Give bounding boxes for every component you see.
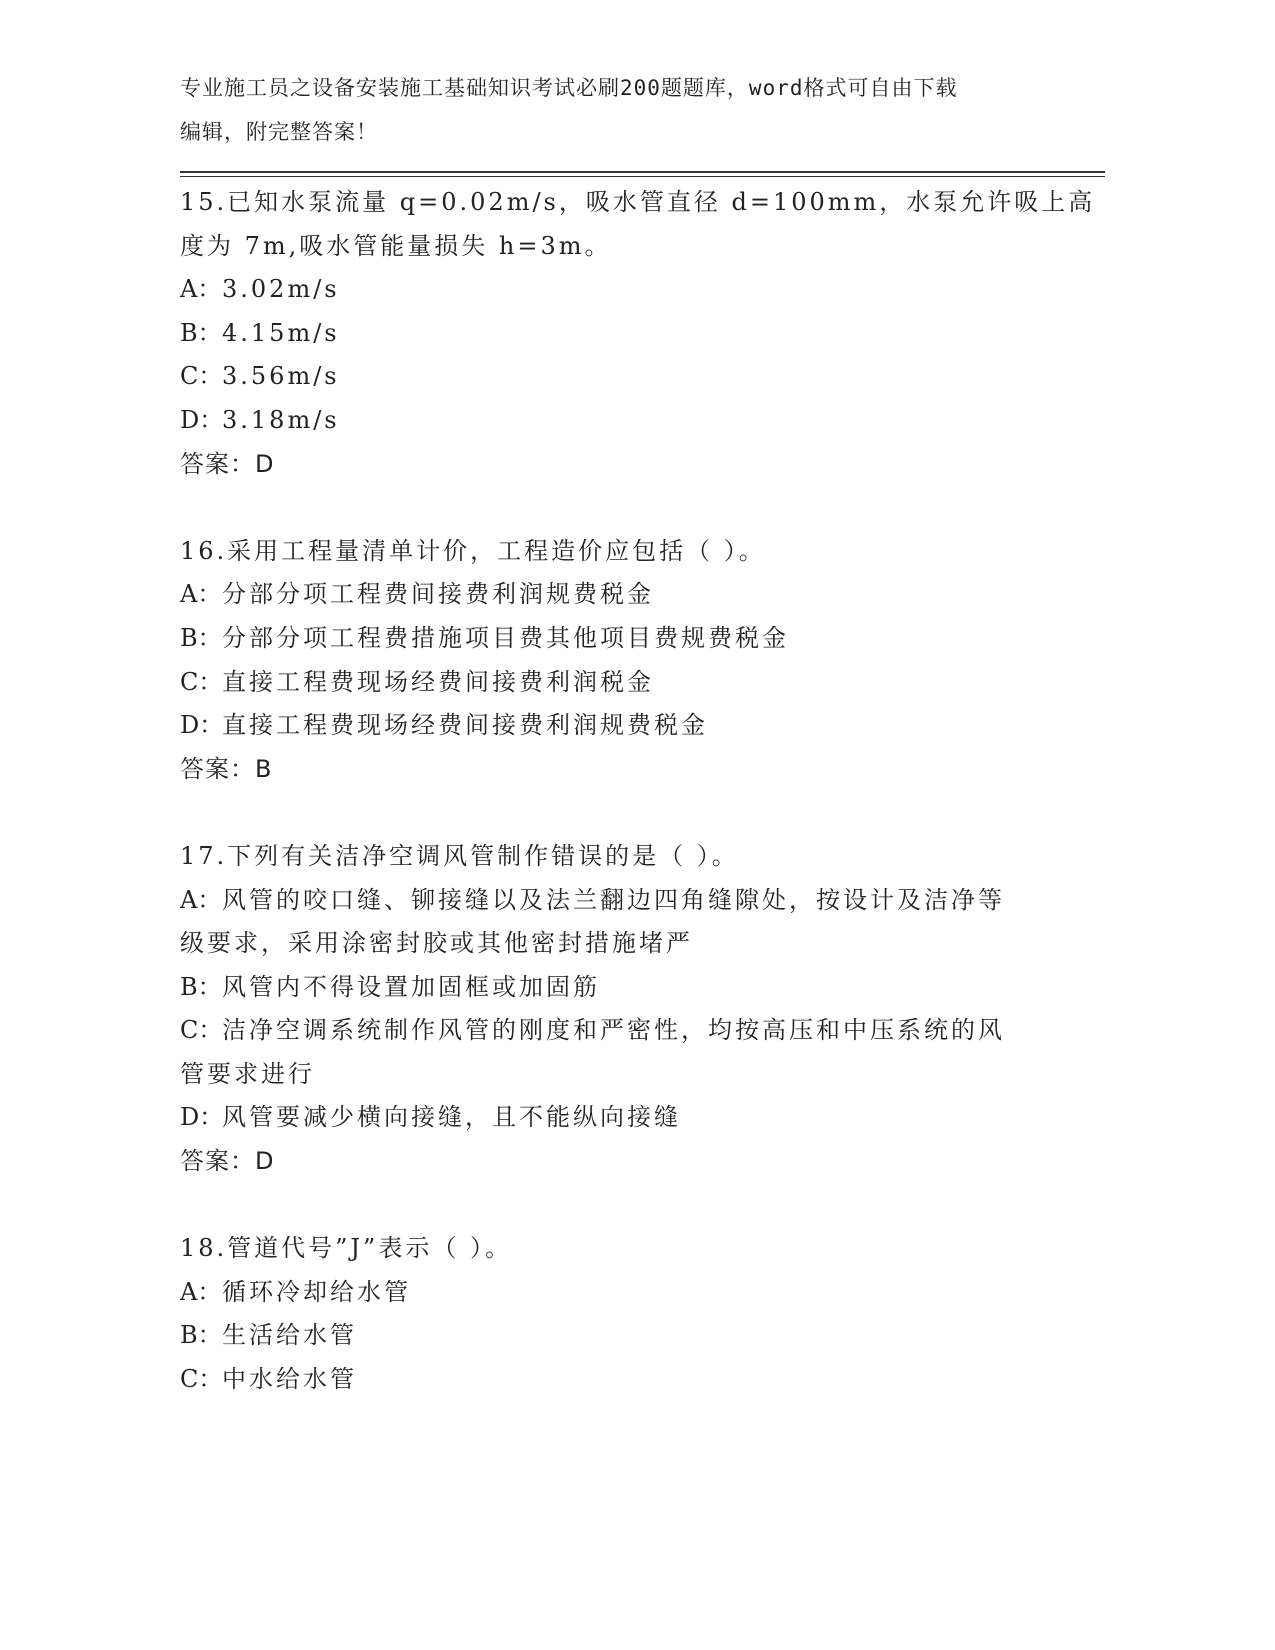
question-stem-line: 18.管道代号”J”表示（ ）。 xyxy=(180,1234,512,1263)
option-label: C： xyxy=(180,667,223,696)
question-15 xyxy=(180,181,1110,486)
option-text: 直接工程费现场经费间接费利润税金 xyxy=(222,667,654,696)
option-text-continued: 管要求进行 xyxy=(180,1059,315,1088)
option-label: B： xyxy=(180,318,222,347)
option-d xyxy=(180,399,1110,443)
option-text: 洁净空调系统制作风管的刚度和严密性，均按高压和中压系统的风 xyxy=(222,1016,1005,1045)
option-text: 中水给水管 xyxy=(222,1365,357,1394)
option-c xyxy=(180,1358,1110,1402)
option-text-continued: 级要求，采用涂密封胶或其他密封措施堵严 xyxy=(180,929,693,958)
option-label: C： xyxy=(180,1016,223,1045)
option-c xyxy=(180,355,1110,399)
question-stem-line: 15.已知水泵流量 q=0.02m/s，吸水管直径 d=100mm，水泵允许吸上高 xyxy=(180,188,1096,216)
option-b xyxy=(180,966,1110,1010)
option-text: 直接工程费现场经费间接费利润规费税金 xyxy=(222,711,708,740)
option-d xyxy=(180,1096,1110,1140)
option-c xyxy=(180,1009,1110,1053)
document-title-line: 编辑，附完整答案！ xyxy=(180,119,378,144)
option-a xyxy=(180,573,1110,617)
question-18 xyxy=(180,1227,1110,1401)
option-a xyxy=(180,879,1110,923)
option-label: A： xyxy=(180,885,222,914)
option-d xyxy=(180,704,1110,748)
option-label: C： xyxy=(180,1365,223,1394)
question-stem-line: 16.采用工程量清单计价，工程造价应包括（ ）。 xyxy=(180,536,766,565)
option-a xyxy=(180,268,1110,312)
option-label: B： xyxy=(180,1321,222,1350)
option-label: B： xyxy=(180,623,222,652)
option-text: 4.15m/s xyxy=(222,318,340,347)
option-label: A： xyxy=(180,1277,222,1306)
answer-line: 答案：B xyxy=(180,754,273,783)
option-text: 风管的咬口缝、铆接缝以及法兰翻边四角缝隙处，按设计及洁净等 xyxy=(222,885,1005,914)
question-17 xyxy=(180,835,1110,1184)
option-label: D： xyxy=(180,405,224,434)
question-16 xyxy=(180,530,1110,792)
option-text: 3.56m/s xyxy=(222,362,340,391)
option-text: 分部分项工程费措施项目费其他项目费规费税金 xyxy=(222,623,789,652)
document-header xyxy=(180,72,1110,159)
question-stem-line: 17.下列有关洁净空调风管制作错误的是（ ）。 xyxy=(180,841,739,870)
option-label: A： xyxy=(180,275,222,304)
document-title-line: 专业施工员之设备安装施工基础知识考试必刷200题题库，word格式可自由下载 xyxy=(180,76,958,100)
option-b xyxy=(180,312,1110,356)
option-text: 生活给水管 xyxy=(222,1321,357,1350)
option-text: 3.02m/s xyxy=(222,275,340,304)
header-double-rule xyxy=(180,171,1105,177)
question-stem-line: 度为 7m,吸水管能量损失 h=3m。 xyxy=(180,231,612,260)
option-text: 3.18m/s xyxy=(222,405,340,434)
option-text: 循环冷却给水管 xyxy=(222,1277,411,1306)
question-list xyxy=(180,181,1110,1445)
option-label: D： xyxy=(180,1103,224,1132)
option-text: 分部分项工程费间接费利润规费税金 xyxy=(222,580,654,609)
option-b xyxy=(180,1314,1110,1358)
option-b xyxy=(180,617,1110,661)
option-a xyxy=(180,1271,1110,1315)
answer-line: 答案：D xyxy=(180,449,275,478)
option-c xyxy=(180,661,1110,705)
option-label: B： xyxy=(180,972,222,1001)
option-text: 风管要减少横向接缝，且不能纵向接缝 xyxy=(222,1103,681,1132)
option-label: C： xyxy=(180,362,223,391)
option-text: 风管内不得设置加固框或加固筋 xyxy=(222,972,600,1001)
option-label: A： xyxy=(180,580,222,609)
answer-line: 答案：D xyxy=(180,1147,275,1176)
option-label: D： xyxy=(180,711,224,740)
